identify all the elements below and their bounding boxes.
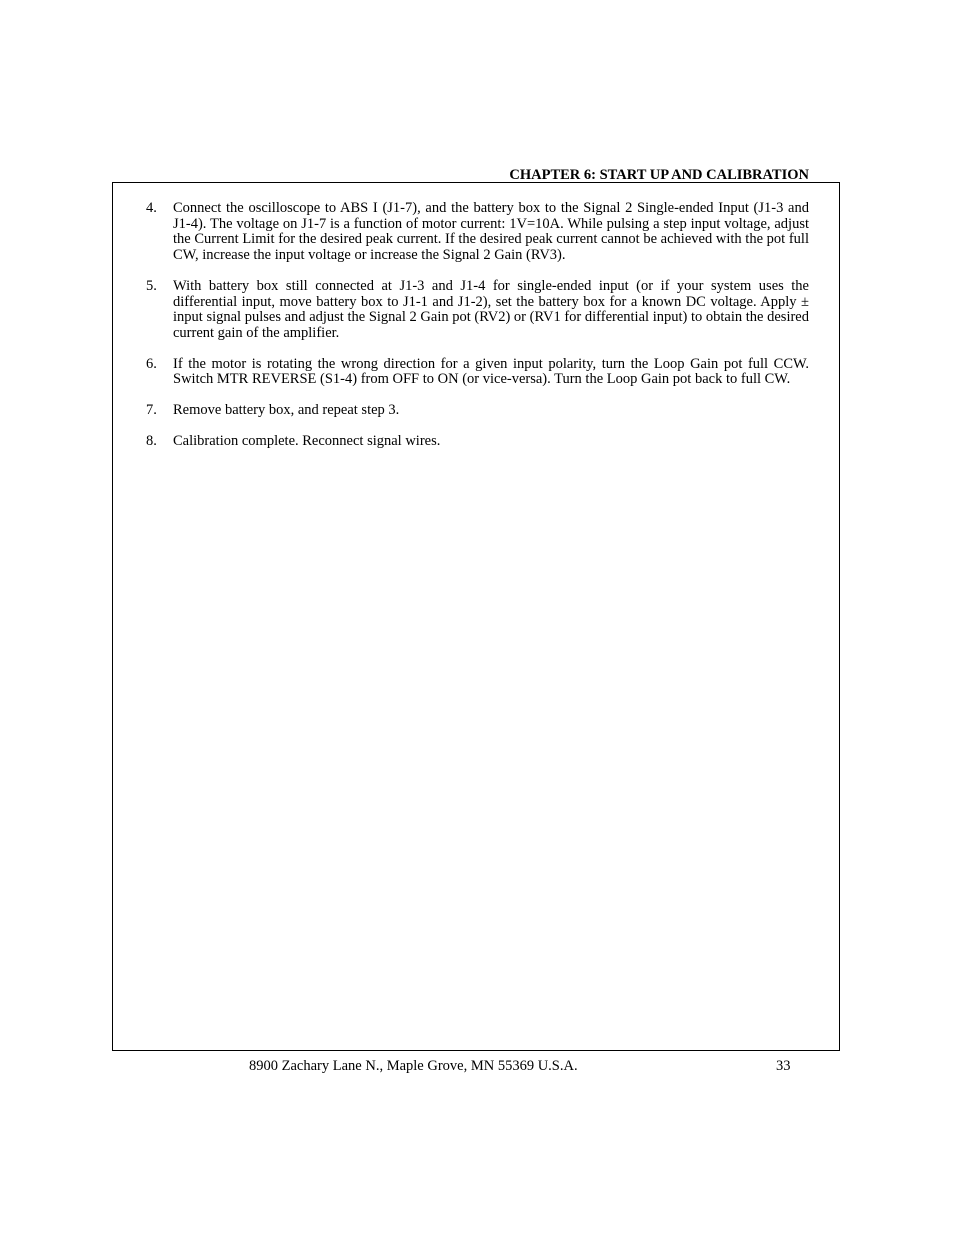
step-number: 8. xyxy=(146,432,157,449)
step-item-8 xyxy=(113,434,839,450)
step-text: Calibration complete. Reconnect signal wires. xyxy=(173,432,441,449)
calibration-step-list xyxy=(113,201,839,464)
step-number: 4. xyxy=(146,200,157,216)
step-number: 6. xyxy=(146,355,157,372)
step-text: If the motor is rotating the wrong direction for a given input polarity, turn the Loop Gain pot full CCW. Switch MTR REVERSE (S1-4) from OFF to ON (or vice-versa). Turn the Loop Gain pot back to full CW. xyxy=(173,355,809,388)
content-frame xyxy=(112,182,840,1051)
step-number: 7. xyxy=(146,402,157,419)
step-text: Remove battery box, and repeat step 3. xyxy=(173,402,400,419)
step-item-5 xyxy=(113,279,839,342)
step-item-7 xyxy=(113,403,839,419)
step-item-4 xyxy=(113,201,839,264)
footer-address: 8900 Zachary Lane N., Maple Grove, MN 55369 U.S.A. xyxy=(249,1058,578,1074)
step-item-6 xyxy=(113,357,839,388)
step-text: With battery box still connected at J1-3 and J1-4 for single-ended input (or if your system uses the differential input, move battery box to J1-1 and J1-2), set the battery box for a known DC voltage. Apply ± input signal pulses and adjust the Signal 2 Gain pot (RV2) or (RV1 for differential input) to obtain the desired current gain of the amplifier. xyxy=(173,277,809,341)
page-number: 33 xyxy=(776,1058,791,1074)
chapter-title: CHAPTER 6: START UP AND CALIBRATION xyxy=(509,167,809,183)
step-number: 5. xyxy=(146,277,157,294)
step-text: Connect the oscilloscope to ABS I (J1-7), and the battery box to the Signal 2 Single-ended Input (J1-3 and J1-4). The voltage on J1-7 is a function of motor current: 1V=10A. While pulsing a step input voltage, adjust the Current Limit for the desired peak current. If the desired peak current cannot be achieved with the pot full CW, increase the input voltage or increase the Signal 2 Gain (RV3). xyxy=(173,200,809,264)
